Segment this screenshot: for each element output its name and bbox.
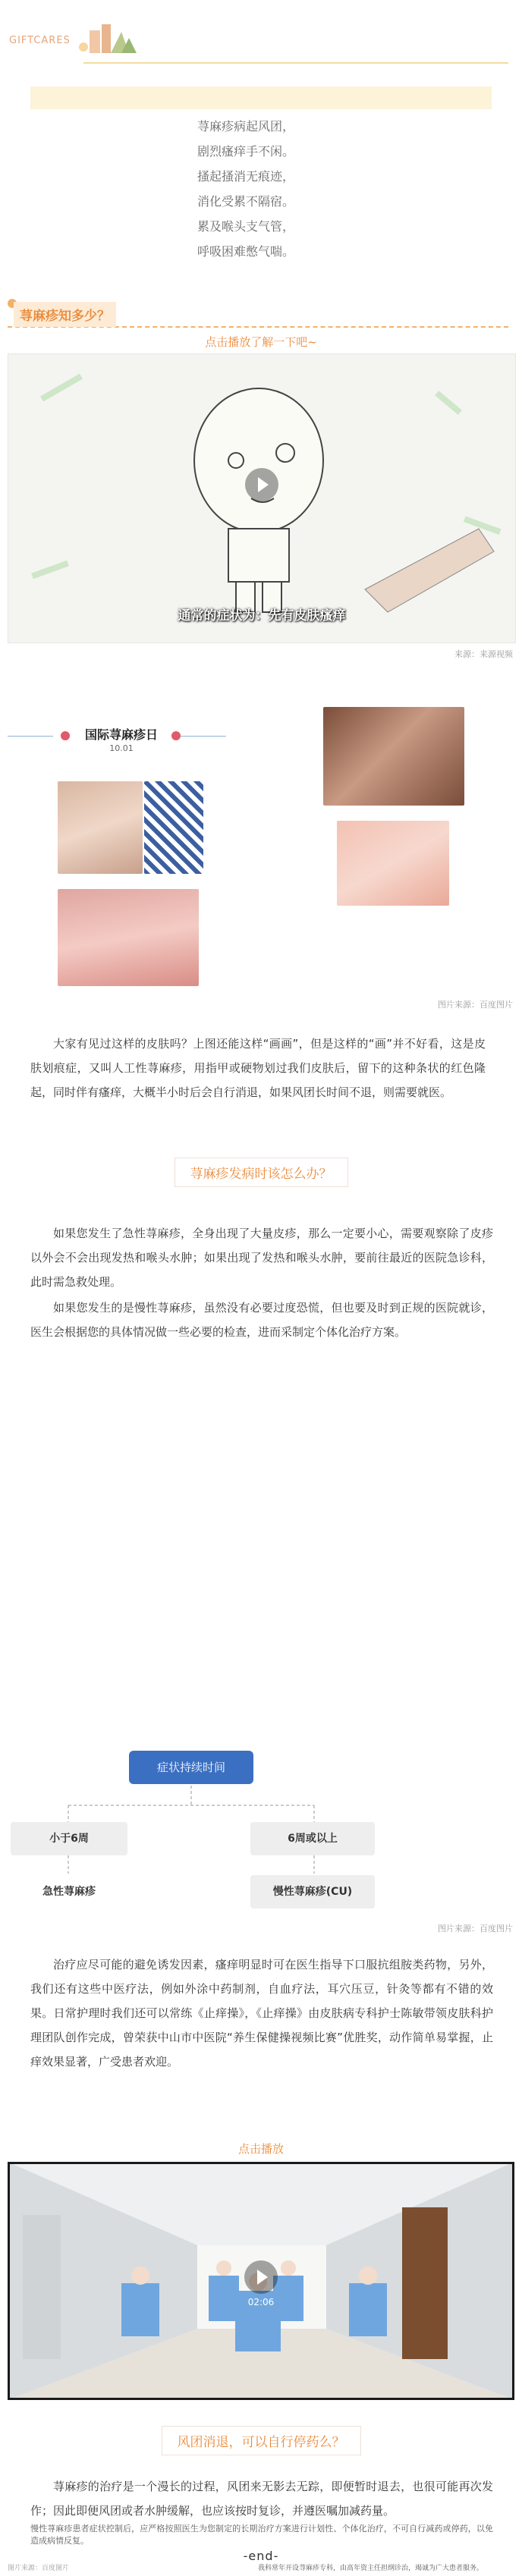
video-player-2[interactable]	[8, 2162, 514, 2400]
paragraph: 如果您发生的是慢性荨麻疹，虽然没有必要过度恐慌，但也要及时到正规的医院就诊，医生会根据您的具体情况做一些必要的检查，进而采制定个体化治疗方案。	[30, 1301, 493, 1339]
subhead-container	[0, 2426, 522, 2455]
flowchart-top-node: 症状持续时间	[129, 1751, 253, 1784]
image-source: 图片来源：百度图片	[8, 2565, 70, 2572]
poem-line: 消化受累不隔宿。	[197, 194, 295, 209]
skin-photo	[58, 781, 143, 874]
video-caption: 通常的症状为：先有皮肤瘙痒	[178, 608, 346, 624]
skin-photo	[323, 707, 464, 806]
quote-band	[30, 86, 492, 109]
poem-line: 累及喉头支气管，	[197, 219, 295, 234]
subhead-container	[0, 1158, 522, 1187]
poem-line: 剧烈瘙痒手不闲。	[197, 144, 295, 159]
flowchart-result-left: 急性荨麻疹	[42, 1886, 96, 1898]
flowchart-node-right: 6周或以上	[250, 1822, 375, 1855]
image-source: 图片来源：百度图片	[438, 1924, 513, 1934]
flowchart-result-right: 慢性荨麻疹(CU)	[250, 1875, 375, 1908]
paragraph: 我科常年开设荨麻疹专科，由高年资主任担纲诊治，竭诚为广大患者服务。	[258, 2565, 484, 2572]
play-button-icon[interactable]	[244, 2260, 278, 2294]
paragraph: 大家有见过这样的皮肤吗？上图还能这样“画画”，但是这样的“画”并不好看，这是皮肤划痕症，又叫人工性荨麻疹，用指甲或硬物划过我们皮肤后，留下的这种条状的红色隆起，同时伴有瘙痒，大概半小时后会自行消退，如果风团长时间不退，则需要就医。	[30, 1037, 486, 1099]
day-date: 10.01	[109, 743, 134, 753]
play-button-icon[interactable]	[245, 468, 278, 501]
poem-block	[197, 114, 326, 264]
day-card	[0, 721, 228, 759]
divider	[8, 736, 53, 737]
paragraph-small	[30, 2523, 493, 2547]
paragraph: 治疗应尽可能的避免诱发因素，瘙痒明显时可在医生指导下口服抗组胺类药物，另外，我们还有这些中医疗法，例如外涂中药制剂，自血疗法，耳穴压豆，针灸等都有不错的效果。日常护理时我们还可以常练《止痒操》，《止痒操》由皮肤病专科护士陈敏带领皮肤科护理团队创作完成，曾荣获中山市中医院“养生保健操视频比赛”优胜奖，动作简单易掌握，止痒效果显著，广受患者欢迎。	[30, 1958, 493, 2069]
skin-photo	[58, 889, 199, 986]
poem-line: 搔起搔消无痕迹，	[197, 169, 295, 184]
video-duration: 02:06	[247, 2297, 275, 2307]
skin-photo	[337, 821, 449, 906]
paragraph: 荨麻疹的治疗是一个漫长的过程，风团来无影去无踪，即便暂时退去，也很可能再次发作；因此即便风团或者水肿缓解，也应该按时复诊，并遵医嘱加减药量。	[30, 2480, 493, 2518]
divider	[181, 736, 226, 737]
header-divider	[83, 62, 508, 64]
poem-line: 荨麻疹病起风团，	[197, 119, 295, 134]
flowchart-node-left: 小于6周	[11, 1822, 127, 1855]
play-link[interactable]: 点击播放	[237, 2142, 284, 2156]
header-logo	[8, 17, 159, 62]
poem-line: 呼吸困难憋气喘。	[197, 244, 295, 259]
cloth-photo	[144, 781, 203, 874]
heart-icon	[171, 731, 181, 740]
section-title: 荨麻疹知多少？	[14, 302, 116, 327]
subhead-1: 荨麻疹发病时该怎么办？	[175, 1158, 348, 1187]
paragraph: 如果您发生了急性荨麻疹，全身出现了大量皮疹，那么一定要小心，需要观察除了皮疹以外会不会出现发热和喉头水肿；如果出现了发热和喉头水肿，要前往最近的医院急诊科，此时需急救处理。	[30, 1227, 493, 1289]
video-player-1[interactable]	[8, 353, 516, 643]
subhead-2: 风团消退，可以自行停药么？	[162, 2426, 361, 2455]
play-hint-link[interactable]: 点击播放了解一下吧~	[205, 335, 317, 349]
paragraph: 慢性荨麻疹患者症状控制后，应严格按照医生为您制定的长期治疗方案进行计划性、个体化治疗，不可自行减药或停药，以免造成病情反复。	[30, 2524, 493, 2546]
end-mark: -end-	[243, 2549, 279, 2563]
section-header	[8, 297, 508, 328]
heart-icon	[61, 731, 70, 740]
day-title: 国际荨麻疹日	[84, 727, 158, 742]
image-source: 图片来源：百度图片	[438, 1000, 513, 1010]
video-source: 来源：来源视频	[454, 649, 513, 659]
logo-text: GIFTCARES	[9, 35, 71, 46]
